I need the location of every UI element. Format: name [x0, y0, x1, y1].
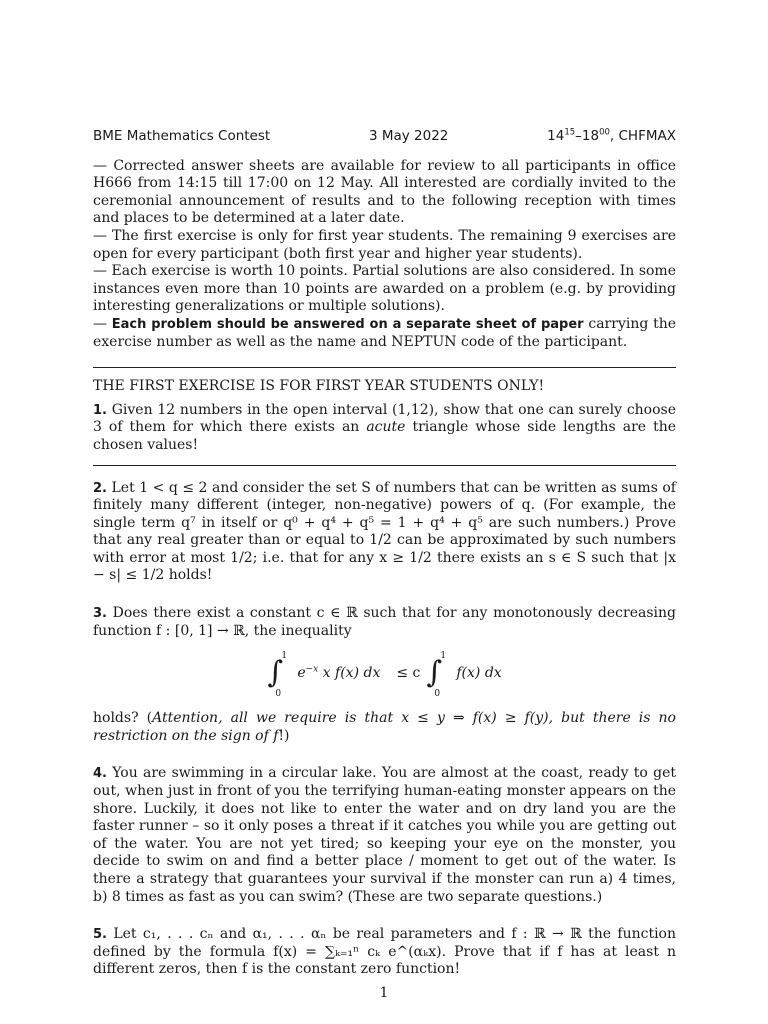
problem-4: 4. You are swimming in a circular lake. You are almost at the coast, ready to get out, when just in front of you the terrifying human-eating monster appears on the shore. Luckily, it does not like to enter the water and on dry land you are the faster runner – so it only poses a threat if it catches you while you are getting out of the water. You are not yet tired; so keeping your eye on the monster, you decide to swim on and find a better place / moment to get out of the water. Is there a strategy that guarantees your survival if the monster can run a) 4 times, b) 8 times as fast as you can swim? (These are two separate questions.) — [93, 765, 676, 905]
divider — [93, 465, 676, 466]
contest-date: 3 May 2022 — [368, 128, 449, 144]
problem-number: 4. — [93, 766, 107, 782]
instruction-emphasis: Each problem should be answered on a separate sheet of paper — [111, 316, 584, 332]
integral-sign: ∫ 1 0 — [267, 651, 288, 700]
intro-paragraph-instructions: — Each problem should be answered on a separate sheet of paper carrying the exercise number as well as the name and NEPTUN code of the participant. — [93, 315, 677, 350]
problem-number: 5. — [93, 927, 107, 943]
problem-5: 5. Let c₁, . . . cₙ and α₁, . . . αₙ be real parameters and f : ℝ → ℝ the function defined by the formula f(x) = ∑ₖ₌₁ⁿ cₖ e^(αₖx). Prove that if f has at least n different zeros, then f is the constant zero function! — [93, 926, 676, 978]
intro-paragraph-scoring: — Each exercise is worth 10 points. Partial solutions are also considered. In some instances even more than 10 points are awarded on a problem (e.g. by providing interesting generalizations or multiple solutions). — [93, 263, 676, 315]
first-year-notice: THE FIRST EXERCISE IS FOR FIRST YEAR STUDENTS ONLY! — [93, 378, 545, 395]
problem-number: 3. — [93, 606, 107, 622]
page-header — [93, 128, 676, 146]
problem-number: 1. — [93, 402, 107, 418]
divider — [93, 367, 676, 368]
exam-page — [93, 128, 676, 999]
intro-paragraph-eligibility: — The first exercise is only for first year students. The remaining 9 exercises are open for every participant (both first year and higher year students). — [93, 227, 676, 262]
integral-sign: ∫ 1 0 — [426, 651, 447, 700]
contest-title: BME Mathematics Contest — [93, 128, 271, 144]
problem-3: 3. Does there exist a constant c ∈ ℝ such that for any monotonously decreasing function f : [0, 1] → ℝ, the inequality ∫ 1 0 $e^{-x}$ x f(x) dx ≤ c ∫ 1 0 f(x) dx holds? (Attention, all we require is that x ≤ y ⇒ f(x) ≥ f(y), but there is no restriction on the sign of f!) — [93, 605, 676, 744]
integral-inequality: ∫ 1 0 $e^{-x}$ x f(x) dx ≤ c ∫ 1 0 f(x) dx — [267, 651, 502, 700]
problem-1: 1. Given 12 numbers in the open interval (1,12), show that one can surely choose 3 of them for which there exists an acute triangle whose side lengths are the chosen values! — [93, 401, 676, 453]
page-number: 1 — [379, 985, 389, 1001]
intro-paragraph-review: — Corrected answer sheets are available for review to all participants in office H666 from 14:15 till 17:00 on 12 May. All interested are cordially invited to the ceremonial announcement of results and to the following reception with times and places to be determined at a later date. — [93, 157, 676, 227]
contest-time: $14^{15}-18^{00}$, CHFMAX — [547, 127, 676, 144]
problem-2: 2. Let 1 < q ≤ 2 and consider the set S of numbers that can be written as sums of finitely many different (integer, non-negative) powers of q. (For example, the single term q⁷ in itself or q⁰ + q⁴ + q⁵ = 1 + q⁴ + q⁵ are such numbers.) Prove that any real greater than or equal to 1/2 can be approximated by such numbers with error at most 1/2; i.e. that for any x ≥ 1/2 there exists an s ∈ S such that |x − s| ≤ 1/2 holds! — [93, 479, 676, 584]
problem-number: 2. — [93, 480, 107, 496]
